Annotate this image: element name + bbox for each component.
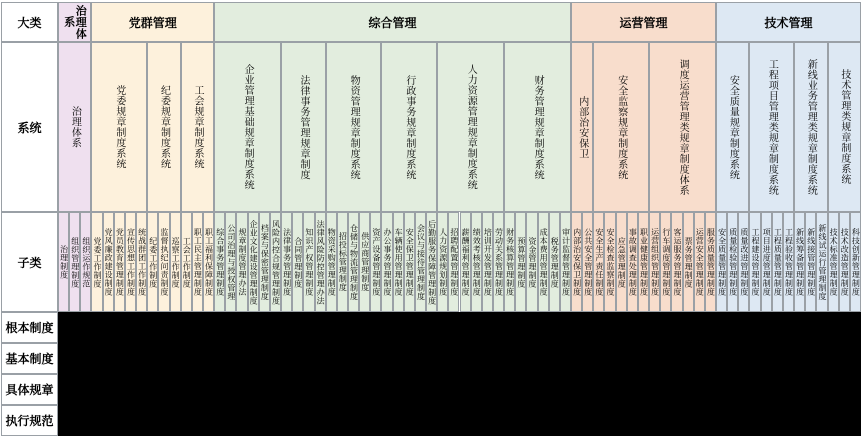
- subcategory-label: 风险内控合规管理制度: [271, 219, 281, 305]
- group-header[interactable]: [58, 2, 91, 42]
- subcategory-label: 治理制度: [59, 245, 69, 279]
- subcategory-cell[interactable]: [471, 212, 482, 312]
- row-label-category: [1, 2, 58, 42]
- subcategory-cell[interactable]: [772, 212, 783, 312]
- subcategory-cell[interactable]: [259, 212, 270, 312]
- subcategory-cell[interactable]: [526, 212, 537, 312]
- subcategory-cell[interactable]: [270, 212, 281, 312]
- subcategory-cell[interactable]: [683, 212, 694, 312]
- subcategory-cell[interactable]: [604, 212, 615, 312]
- subcategory-cell[interactable]: [437, 212, 448, 312]
- subcategory-label: 资产设备管理制度: [371, 228, 381, 296]
- subcategory-label: 公司治理与授权管理: [226, 223, 236, 301]
- subcategory-cell[interactable]: [671, 212, 682, 312]
- subcategory-label: 综合事务管理制度: [215, 228, 225, 296]
- system-cell[interactable]: [381, 42, 437, 212]
- system-label: 技术管理类规章制度系统: [838, 69, 850, 185]
- subcategory-label: 新线试运行管理制度: [817, 223, 827, 301]
- system-cell[interactable]: [716, 42, 749, 212]
- subcategory-label: 成本费用管理制度: [539, 228, 549, 296]
- subcategory-label: 技术标准管理制度: [829, 228, 839, 296]
- system-label: 内部治安保卫: [576, 95, 588, 159]
- subcategory-cell[interactable]: [560, 212, 571, 312]
- subcategory-cell[interactable]: [504, 212, 515, 312]
- system-label: 法律事务管理规章制度: [297, 74, 309, 180]
- subcategory-label: 车辆使用管理制度: [394, 228, 404, 296]
- row-label-2: [1, 343, 58, 374]
- subcategory-label: 巡察工作制度: [171, 236, 181, 288]
- subcategory-cell[interactable]: [203, 212, 214, 312]
- subcategory-cell[interactable]: [370, 212, 381, 312]
- system-cell[interactable]: [504, 42, 571, 212]
- system-cell[interactable]: [214, 42, 281, 212]
- subcategory-label: 档案与保密管理制度: [260, 223, 270, 301]
- subcategory-label: 工程建设管理制度: [751, 228, 761, 296]
- subcategory-cell[interactable]: [716, 212, 727, 312]
- subcategory-label: 监督执纪问责制度: [159, 228, 169, 296]
- subcategory-label: 新线筹备管理制度: [795, 228, 805, 296]
- subcategory-cell[interactable]: [738, 212, 749, 312]
- subcategory-cell[interactable]: [292, 212, 303, 312]
- row-label-text: 基本制度: [5, 352, 54, 366]
- subcategory-label: 税务管理制度: [550, 236, 560, 288]
- subcategory-label: 招投标管理制度: [338, 232, 348, 292]
- subcategory-cell[interactable]: [761, 212, 772, 312]
- subcategory-label: 应急管理制度: [617, 236, 627, 288]
- subcategory-label: 纪委工作制度: [148, 236, 158, 288]
- subcategory-cell[interactable]: [58, 212, 69, 312]
- subcategory-cell[interactable]: [225, 212, 236, 312]
- subcategory-label: 企业文化建设管理制度: [249, 219, 259, 305]
- subcategory-cell[interactable]: [359, 212, 370, 312]
- subcategory-label: 财务核算管理制度: [505, 228, 515, 296]
- subcategory-label: 法律风险防控管理办法: [316, 219, 326, 305]
- system-label: 党委规章制度系统: [113, 85, 125, 169]
- group-header[interactable]: [571, 2, 716, 42]
- subcategory-cell[interactable]: [515, 212, 526, 312]
- subcategory-cell[interactable]: [448, 212, 459, 312]
- subcategory-cell[interactable]: [80, 212, 91, 312]
- subcategory-cell[interactable]: [493, 212, 504, 312]
- subcategory-cell[interactable]: [236, 212, 247, 312]
- system-label: 工会规章制度系统: [191, 85, 203, 169]
- subcategory-cell[interactable]: [850, 212, 861, 312]
- row-label-subcategory-text: 子类: [17, 255, 42, 270]
- row-label-subcategory: [1, 212, 58, 312]
- subcategory-cell[interactable]: [705, 212, 716, 312]
- content-band-2: [58, 343, 861, 374]
- subcategory-cell[interactable]: [538, 212, 549, 312]
- subcategory-label: 党风廉政建设制度: [104, 228, 114, 296]
- group-header-label: 运营管理: [619, 15, 668, 30]
- subcategory-label: 工程质量管理制度: [773, 228, 783, 296]
- subcategory-cell[interactable]: [783, 212, 794, 312]
- subcategory-cell[interactable]: [660, 212, 671, 312]
- group-header[interactable]: [91, 2, 214, 42]
- row-label-text: 根本制度: [5, 321, 54, 335]
- subcategory-label: 知识产权管理制度: [304, 228, 314, 296]
- subcategory-cell[interactable]: [91, 212, 102, 312]
- subcategory-label: 事故调查处理制度: [628, 228, 638, 296]
- subcategory-label: 服务质量管理制度: [706, 228, 716, 296]
- subcategory-cell[interactable]: [303, 212, 314, 312]
- subcategory-cell[interactable]: [694, 212, 705, 312]
- row-label-system-text: 系统: [17, 120, 42, 135]
- subcategory-cell[interactable]: [214, 212, 225, 312]
- subcategory-cell[interactable]: [482, 212, 493, 312]
- subcategory-cell[interactable]: [181, 212, 192, 312]
- subcategory-cell[interactable]: [192, 212, 203, 312]
- subcategory-cell[interactable]: [125, 212, 136, 312]
- subcategory-label: 统战群团工作制度: [137, 228, 147, 296]
- system-label: 安全监察规章制度系统: [615, 74, 627, 180]
- subcategory-label: 工程验收管理制度: [784, 228, 794, 296]
- subcategory-cell[interactable]: [571, 212, 582, 312]
- subcategory-label: 后勤服务保障管理制度: [427, 219, 437, 305]
- system-cell[interactable]: [794, 42, 827, 212]
- system-cell[interactable]: [58, 42, 91, 212]
- subcategory-label: 职业健康管理制度: [639, 228, 649, 296]
- subcategory-cell[interactable]: [158, 212, 169, 312]
- subcategory-cell[interactable]: [582, 212, 593, 312]
- subcategory-label: 新线接管管理制度: [806, 228, 816, 296]
- group-header-label: 综合管理: [368, 15, 417, 30]
- group-header-label: 技术管理: [764, 15, 813, 30]
- subcategory-label: 审计监督管理制度: [561, 228, 571, 296]
- subcategory-label: 劳动关系管理制度: [494, 228, 504, 296]
- subcategory-label: 内部治安保卫制度: [572, 228, 582, 296]
- group-header-label: 治理体系: [62, 4, 88, 40]
- group-header-label: 党群管理: [128, 15, 177, 30]
- system-label: 企业管理基础规章制度系统: [242, 64, 254, 190]
- row-label-3: [1, 374, 58, 405]
- subcategory-label: 工会工作制度: [182, 236, 192, 288]
- subcategory-cell[interactable]: [103, 212, 114, 312]
- subcategory-cell[interactable]: [593, 212, 604, 312]
- group-header[interactable]: [716, 2, 861, 42]
- subcategory-cell[interactable]: [616, 212, 627, 312]
- subcategory-cell[interactable]: [816, 212, 827, 312]
- subcategory-cell[interactable]: [348, 212, 359, 312]
- row-label-1: [1, 312, 58, 343]
- subcategory-cell[interactable]: [549, 212, 560, 312]
- subcategory-label: 物资采购管理制度: [327, 228, 337, 296]
- subcategory-cell[interactable]: [828, 212, 839, 312]
- subcategory-label: 行车调度管理制度: [661, 228, 671, 296]
- system-cell[interactable]: [91, 42, 147, 212]
- subcategory-label: 党员教育管理制度: [115, 228, 125, 296]
- subcategory-cell[interactable]: [136, 212, 147, 312]
- row-label-text: 执行规范: [5, 414, 54, 428]
- subcategory-cell[interactable]: [147, 212, 158, 312]
- subcategory-label: 人力资源规划制度: [438, 228, 448, 296]
- content-band-4: [58, 405, 861, 436]
- subcategory-label: 安全检查监察制度: [606, 228, 616, 296]
- subcategory-cell[interactable]: [649, 212, 660, 312]
- subcategory-label: 仓储与物流管理制度: [349, 223, 359, 301]
- subcategory-label: 合同管理制度: [293, 236, 303, 288]
- subcategory-label: 技术改造管理制度: [840, 228, 850, 296]
- subcategory-cell[interactable]: [404, 212, 415, 312]
- subcategory-label: 质量检验管理制度: [728, 228, 738, 296]
- subcategory-label: 绩效考核管理制度: [472, 228, 482, 296]
- group-header[interactable]: [214, 2, 571, 42]
- subcategory-label: 职工福利保障制度: [204, 228, 214, 296]
- subcategory-label: 资金管理制度: [527, 236, 537, 288]
- row-label-text: 具体规章: [5, 383, 54, 397]
- subcategory-label: 运营安全管理制度: [695, 228, 705, 296]
- subcategory-cell[interactable]: [69, 212, 80, 312]
- content-band-3: [58, 374, 861, 405]
- row-label-system: [1, 42, 58, 212]
- system-cell[interactable]: [649, 42, 716, 212]
- system-label: 安全质量规章制度系统: [727, 74, 739, 180]
- system-label: 调度运营管理类规章制度体系: [677, 58, 689, 196]
- subcategory-cell[interactable]: [337, 212, 348, 312]
- row-label-4: [1, 405, 58, 436]
- system-label: 财务管理规章制度系统: [532, 74, 544, 180]
- system-label: 纪委规章制度系统: [158, 85, 170, 169]
- subcategory-cell[interactable]: [638, 212, 649, 312]
- subcategory-label: 公共安全管理制度: [583, 228, 593, 296]
- subcategory-label: 质量改进管理制度: [739, 228, 749, 296]
- system-label: 物资管理规章制度系统: [348, 74, 360, 180]
- system-cell[interactable]: [147, 42, 180, 212]
- subcategory-cell[interactable]: [281, 212, 292, 312]
- subcategory-cell[interactable]: [839, 212, 850, 312]
- subcategory-cell[interactable]: [460, 212, 471, 312]
- system-cell[interactable]: [593, 42, 649, 212]
- subcategory-cell[interactable]: [393, 212, 404, 312]
- subcategory-cell[interactable]: [315, 212, 326, 312]
- subcategory-label: 薪酬福利管理制度: [461, 228, 471, 296]
- subcategory-label: 培训开发管理制度: [483, 228, 493, 296]
- subcategory-label: 票务管理制度: [684, 236, 694, 288]
- system-label: 人力资源管理规章制度系统: [465, 64, 477, 190]
- system-cell[interactable]: [571, 42, 593, 212]
- system-cell[interactable]: [181, 42, 214, 212]
- subcategory-label: 招聘配置管理制度: [449, 228, 459, 296]
- subcategory-label: 项目进度管理制度: [762, 228, 772, 296]
- subcategory-label: 会议与接待管理制度: [416, 223, 426, 301]
- system-cell[interactable]: [749, 42, 794, 212]
- subcategory-label: 安全生产责任制度: [594, 228, 604, 296]
- system-cell[interactable]: [281, 42, 326, 212]
- subcategory-label: 规章制度管理办法: [238, 228, 247, 296]
- system-cell[interactable]: [437, 42, 504, 212]
- subcategory-label: 组织运作规范: [81, 236, 91, 288]
- subcategory-cell[interactable]: [805, 212, 816, 312]
- row-label-category-text: 大类: [17, 15, 42, 30]
- subcategory-cell[interactable]: [170, 212, 181, 312]
- subcategory-cell[interactable]: [381, 212, 392, 312]
- subcategory-label: 法律事务管理制度: [282, 228, 292, 296]
- subcategory-label: 运营组织管理制度: [650, 228, 660, 296]
- subcategory-label: 职工民主管理制度: [193, 228, 203, 296]
- subcategory-cell[interactable]: [114, 212, 125, 312]
- subcategory-label: 预算管理制度: [516, 236, 526, 288]
- subcategory-cell[interactable]: [727, 212, 738, 312]
- subcategory-cell[interactable]: [627, 212, 638, 312]
- subcategory-cell[interactable]: [248, 212, 259, 312]
- system-label: 行政事务规章制度系统: [403, 74, 415, 180]
- content-band-1: [58, 312, 861, 343]
- subcategory-label: 科技创新管理制度: [851, 228, 861, 296]
- subcategory-label: 党委工作制度: [93, 236, 103, 288]
- system-label: 新线业务管理类规章制度系统: [805, 58, 817, 196]
- subcategory-cell[interactable]: [426, 212, 437, 312]
- subcategory-label: 客运服务管理制度: [672, 228, 682, 296]
- subcategory-cell[interactable]: [749, 212, 760, 312]
- subcategory-label: 宣传思想工作制度: [126, 228, 136, 296]
- system-cell[interactable]: [326, 42, 382, 212]
- subcategory-label: 供应商管理制度: [360, 232, 370, 292]
- subcategory-label: 安全质量管理制度: [717, 228, 727, 296]
- subcategory-label: 组织管理制度: [70, 236, 80, 288]
- subcategory-cell[interactable]: [794, 212, 805, 312]
- subcategory-label: 办公事务管理制度: [382, 228, 392, 296]
- system-label: 工程项目管理类规章制度系统: [766, 58, 778, 196]
- system-cell[interactable]: [828, 42, 861, 212]
- subcategory-cell[interactable]: [415, 212, 426, 312]
- subcategory-label: 安全保卫管理制度: [405, 228, 415, 296]
- subcategory-cell[interactable]: [326, 212, 337, 312]
- system-label: 治理体系: [69, 106, 81, 148]
